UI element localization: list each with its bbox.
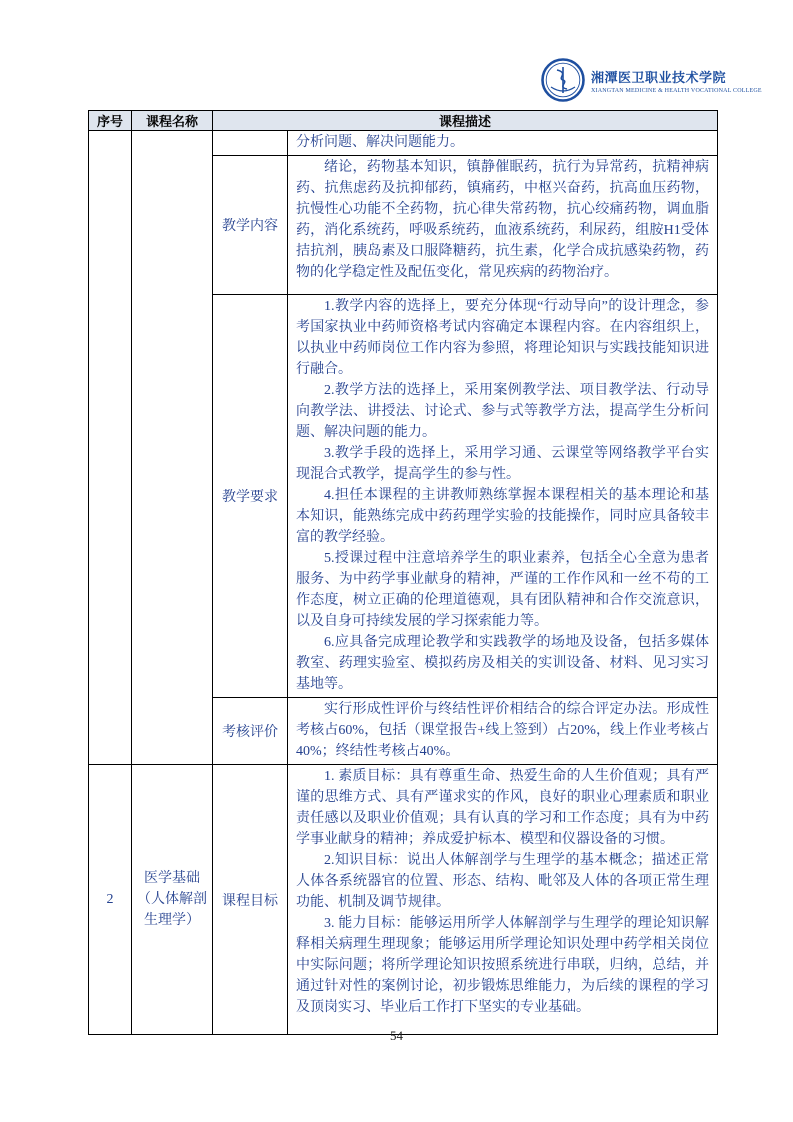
paragraph: 4.担任本课程的主讲教师熟练掌握本课程相关的基本理论和基本知识，能熟练完成中药药理学实验的技能操作，同时应具备较丰富的教学经验。 (296, 488, 710, 545)
section-content-cell (288, 131, 718, 156)
logo-emblem-icon (541, 58, 585, 102)
paragraph: 3. 能力目标：能够运用所学人体解剖学与生理学的理论知识解释相关病理生理现象；能够运用所学理论知识处理中药学相关岗位中实际问题；将所学理论知识按照系统进行串联，归纳，总结，并通过针对性的案例讨论，初步锻炼思维能力，为后续的课程的学习及顶岗实习、毕业后工作打下坚实的专业基础。 (296, 916, 710, 1015)
section-label-cell: 考核评价 (213, 698, 288, 765)
section-label-cell: 教学内容 (213, 156, 288, 295)
course-description-table (88, 110, 718, 1035)
header-seq: 序号 (89, 111, 132, 131)
table-header-row (89, 111, 718, 131)
seq-cell (89, 131, 132, 765)
table-row (89, 765, 718, 1035)
section-content-cell (288, 765, 718, 1035)
paragraph: 2.教学方法的选择上，采用案例教学法、项目教学法、行动导向教学法、讲授法、讨论式、参与式等教学方法，提高学生分析问题、解决问题的能力。 (296, 383, 710, 440)
header-course-description: 课程描述 (213, 111, 718, 131)
paragraph: 绪论，药物基本知识，镇静催眠药，抗行为异常药，抗精神病药、抗焦虑药及抗抑郁药，镇痛药，中枢兴奋药，抗高血压药物，抗慢性心功能不全药物，抗心律失常药物，抗心绞痛药物，调血脂药，消化系统药，呼吸系统药，血液系统药，利尿药，组胺H1受体拮抗剂，胰岛素及口服降糖药，抗生素，化学合成抗感染药物，药物的化学稳定性及配伍变化，常见疾病的药物治疗。 (296, 160, 710, 280)
section-label-cell (213, 131, 288, 156)
section-content-cell (288, 295, 718, 698)
section-content-cell (288, 156, 718, 295)
paragraph: 5.授课过程中注意培养学生的职业素养，包括全心全意为患者服务、为中药学事业献身的精神，严谨的工作作风和一丝不苟的工作态度，树立正确的伦理道德观，具有团队精神和合作交流意识，以及自身可持续发展的学习探索能力等。 (296, 551, 710, 629)
paragraph: 分析问题、解决问题能力。 (296, 135, 464, 150)
paragraph: 2.知识目标：说出人体解剖学与生理学的基本概念；描述正常人体各系统器官的位置、形态、结构、毗邻及人体的各项正常生理功能、机制及调节规律。 (296, 853, 710, 910)
logo-name-en: XIANGTAN MEDICINE & HEALTH VOCATIONAL COLLEGE (591, 87, 762, 94)
college-logo (541, 58, 762, 102)
page-number: 54 (390, 1028, 403, 1043)
section-label-cell: 教学要求 (213, 295, 288, 698)
section-label-cell: 课程目标 (213, 765, 288, 1035)
section-content-cell (288, 698, 718, 765)
header-course-name: 课程名称 (132, 111, 213, 131)
paragraph: 1.教学内容的选择上，要充分体现“行动导向”的设计理念，参考国家执业中药师资格考试内容确定本课程内容。在内容组织上，以执业中药师岗位工作内容为参照，将理论知识与实践技能知识进行融合。 (296, 299, 710, 377)
paragraph: 1. 素质目标：具有尊重生命、热爱生命的人生价值观；具有严谨的思维方式、具有严谨求实的作风，良好的职业心理素质和职业责任感以及职业价值观；具有认真的学习和工作态度；具有为中药学事业献身的精神；养成爱护标本、模型和仪器设备的习惯。 (296, 769, 710, 847)
paragraph: 实行形成性评价与终结性评价相结合的综合评定办法。形成性考核占60%，包括（课堂报告+线上签到）占20%，线上作业考核占40%；终结性考核占40%。 (296, 702, 710, 759)
logo-text-block (591, 67, 762, 94)
seq-cell: 2 (89, 765, 132, 1035)
logo-name-cn: 湘潭医卫职业技术学院 (591, 69, 727, 85)
course-name-cell: 医学基础（人体解剖生理学） (132, 765, 213, 1035)
table-row (89, 131, 718, 156)
course-name-cell (132, 131, 213, 765)
paragraph: 3.教学手段的选择上，采用学习通、云课堂等网络教学平台实现混合式教学，提高学生的参与性。 (296, 446, 710, 482)
paragraph: 6.应具备完成理论教学和实践教学的场地及设备，包括多媒体教室、药理实验室、模拟药房及相关的实训设备、材料、见习实习基地等。 (296, 635, 710, 692)
